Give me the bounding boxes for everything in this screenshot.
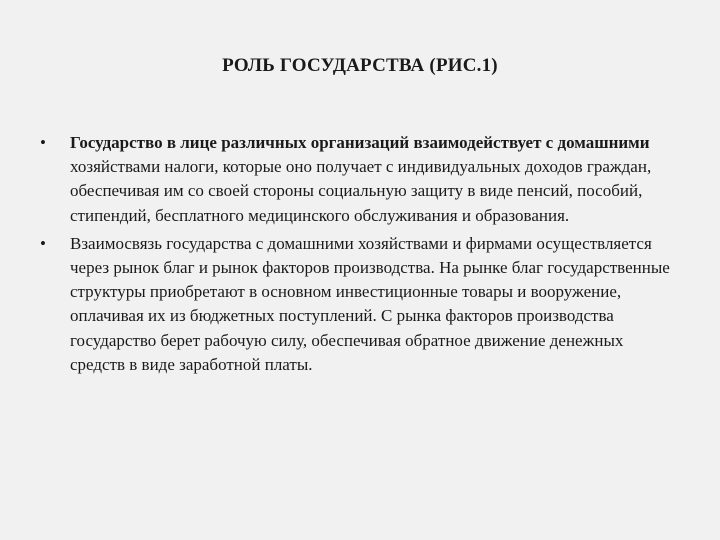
slide-title: РОЛЬ ГОСУДАРСТВА (РИС.1) [222,55,498,76]
bullet-text: Взаимосвязь государства с домашними хозяйствами и фирмами осуществляется через рынок благ и рынок факторов производства. На рынке благ государственные структуры приобретают в основном инвестиционные товары и вооружение, оплачивая их из бюджетных поступлений. С рынка факторов производства государство берет рабочую силу, обеспечивая обратное движение денежных средств в виде заработной платы. [70,233,670,374]
bullet-dot-icon: • [40,133,46,152]
bullet-dot-icon: • [40,233,46,253]
bullet-item [40,232,680,377]
bullet-text: хозяйствами налоги, которые оно получает с индивидуальных доходов граждан, обеспечивая им со своей стороны социальную защиту в виде пенсий, пособий, стипендий, бесплатного медицинского обслуживания и образования. [70,157,652,225]
bullet-bold-text: Государство в лице различных организаций взаимодействует с домашними [70,133,650,152]
bullet-list [40,131,680,381]
bullet-item [40,131,680,228]
